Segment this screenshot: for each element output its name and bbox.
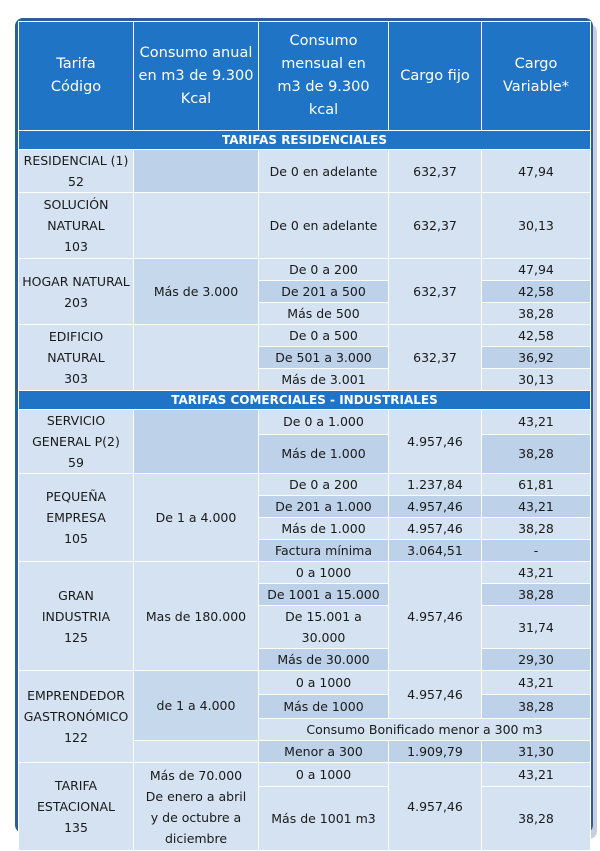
annual-consumption: Mas de 180.000 [134, 562, 259, 671]
tariff-name: NATURAL [47, 350, 105, 365]
annual-cell [134, 193, 259, 259]
section-row [19, 391, 591, 410]
tariff-code: 125 [64, 629, 88, 645]
fixed-charge: 632,37 [389, 325, 482, 391]
monthly-range: De 501 a 3.000 [259, 347, 389, 369]
variable-charge: 30,13 [482, 193, 591, 259]
variable-charge: - [482, 540, 591, 562]
tariff-name: EMPRESA [46, 510, 106, 525]
tariff-name-cell [19, 259, 134, 325]
tariff-code: 122 [64, 730, 88, 745]
tariff-name: ESTACIONAL [37, 799, 115, 814]
fixed-charge: 4.957,46 [389, 671, 482, 719]
tariff-name: GRAN INDUSTRIA [41, 587, 111, 624]
tariff-code: 303 [64, 371, 88, 386]
fixed-charge: 1.237,84 [389, 474, 482, 496]
monthly-range: De 1001 a 15.000 [259, 584, 389, 606]
variable-charge: 31,30 [482, 741, 591, 763]
fixed-charge: 4.957,46 [389, 410, 482, 474]
tariff-name-cell [19, 193, 134, 259]
tariff-name: EDIFICIO [48, 329, 104, 344]
tariff-name: EMPRENDEDOR [27, 688, 125, 703]
annual-consumption: De 1 a 4.000 [134, 474, 259, 562]
table-row [19, 474, 591, 496]
monthly-range: 0 a 1000 [259, 562, 389, 584]
monthly-range: 0 a 1000 [259, 763, 389, 787]
variable-charge: 29,30 [482, 649, 591, 671]
variable-charge: 47,94 [482, 259, 591, 281]
monthly-range: De 201 a 500 [259, 281, 389, 303]
season-text: De enero a abril [145, 788, 247, 804]
variable-charge: 38,28 [482, 518, 591, 540]
header-cargo-fijo: Cargo fijo [389, 22, 482, 131]
monthly-range: 0 a 1000 [259, 671, 389, 695]
variable-charge: 38,28 [482, 434, 591, 473]
annual-consumption: Más de 3.000 [134, 259, 259, 325]
tariff-name-cell [19, 562, 134, 671]
tariff-name: RESIDENCIAL (1) [23, 153, 129, 168]
section-comerciales: TARIFAS COMERCIALES - INDUSTRIALES [19, 391, 591, 410]
table-row [19, 562, 591, 584]
variable-charge: 31,74 [482, 606, 591, 649]
variable-charge: 38,28 [482, 584, 591, 606]
annual-cell [134, 741, 259, 763]
tariff-name-cell [19, 474, 134, 562]
header-tarifa-codigo: Tarifa Código [19, 22, 134, 131]
season-text: diciembre [164, 830, 228, 846]
fixed-charge: 632,37 [389, 150, 482, 193]
annual-consumption: Más de 70.000 [149, 767, 243, 783]
tariff-name: SOLUCIÓN [43, 197, 109, 212]
bonus-label: Consumo Bonificado menor a 300 m3 [259, 719, 591, 741]
variable-charge: 43,21 [482, 410, 591, 435]
tariff-table-frame [15, 18, 593, 846]
monthly-range: Más de 30.000 [259, 649, 389, 671]
monthly-range: De 0 en adelante [259, 150, 389, 193]
tariff-name-cell [19, 150, 134, 193]
annual-cell [134, 150, 259, 193]
table-row [19, 410, 591, 435]
monthly-range: De 0 a 1.000 [259, 410, 389, 435]
table-row [19, 763, 591, 787]
fixed-charge: 4.957,46 [389, 518, 482, 540]
header-cargo-variable: Cargo Variable* [482, 22, 591, 131]
tariff-name: NATURAL [47, 218, 105, 233]
variable-charge: 43,21 [482, 562, 591, 584]
tariff-name: GASTRONÓMICO [23, 709, 129, 724]
fixed-charge: 3.064,51 [389, 540, 482, 562]
tariff-name-cell [19, 671, 134, 763]
table-row [19, 193, 591, 259]
table-row [19, 325, 591, 347]
tariff-name-cell [19, 325, 134, 391]
table-row [19, 671, 591, 695]
tariff-name: TARIFA [54, 778, 98, 793]
table-row [19, 150, 591, 193]
annual-consumption: de 1 a 4.000 [134, 671, 259, 741]
monthly-range: Más de 1001 m3 [259, 787, 389, 851]
monthly-range: De 0 en adelante [259, 193, 389, 259]
monthly-range: Más de 1000 [259, 695, 389, 719]
header-row [19, 22, 591, 131]
variable-charge: 47,94 [482, 150, 591, 193]
fixed-charge: 4.957,46 [389, 562, 482, 671]
monthly-range: Menor a 300 [259, 741, 389, 763]
variable-charge: 38,28 [482, 695, 591, 719]
variable-charge: 43,21 [482, 671, 591, 695]
fixed-charge: 4.957,46 [389, 496, 482, 518]
tariff-table [18, 21, 591, 851]
season-text: y de octubre a [150, 809, 242, 825]
monthly-range: Más de 3.001 [259, 369, 389, 391]
fixed-charge: 632,37 [389, 259, 482, 325]
monthly-range: Factura mínima [259, 540, 389, 562]
variable-charge: 36,92 [482, 347, 591, 369]
variable-charge: 42,58 [482, 281, 591, 303]
section-row [19, 131, 591, 150]
section-residenciales: TARIFAS RESIDENCIALES [19, 131, 591, 150]
variable-charge: 43,21 [482, 496, 591, 518]
tariff-code: 135 [64, 820, 88, 835]
header-consumo-anual: Consumo anual en m3 de 9.300 Kcal [134, 22, 259, 131]
annual-cell [134, 325, 259, 391]
monthly-range: Más de 1.000 [259, 518, 389, 540]
annual-cell [134, 410, 259, 474]
annual-consumption-cell [134, 763, 259, 851]
monthly-range: De 0 a 500 [259, 325, 389, 347]
header-consumo-mensual: Consumo mensual en m3 de 9.300 kcal [259, 22, 389, 131]
fixed-charge: 632,37 [389, 193, 482, 259]
variable-charge: 43,21 [482, 763, 591, 787]
tariff-code: 103 [64, 239, 88, 254]
tariff-name: SERVICIO [46, 413, 106, 428]
monthly-range: De 201 a 1.000 [259, 496, 389, 518]
variable-charge: 42,58 [482, 325, 591, 347]
tariff-code: 52 [68, 174, 84, 189]
fixed-charge: 4.957,46 [389, 763, 482, 851]
tariff-name-cell [19, 410, 134, 474]
monthly-range: De 15.001 a 30.000 [259, 606, 389, 649]
tariff-name: PEQUEÑA [45, 489, 107, 504]
fixed-charge: 1.909,79 [389, 741, 482, 763]
tariff-name-cell [19, 763, 134, 851]
monthly-range: Más de 500 [259, 303, 389, 325]
monthly-range: Más de 1.000 [259, 434, 389, 473]
variable-charge: 38,28 [482, 787, 591, 851]
variable-charge: 38,28 [482, 303, 591, 325]
tariff-name: HOGAR NATURAL [22, 273, 130, 289]
monthly-range: De 0 a 200 [259, 474, 389, 496]
variable-charge: 30,13 [482, 369, 591, 391]
variable-charge: 61,81 [482, 474, 591, 496]
tariff-code: 203 [64, 294, 88, 310]
tariff-name: GENERAL P(2) [32, 434, 120, 449]
table-row [19, 259, 591, 281]
tariff-code: 105 [64, 531, 88, 546]
tariff-code: 59 [68, 455, 84, 470]
monthly-range: De 0 a 200 [259, 259, 389, 281]
